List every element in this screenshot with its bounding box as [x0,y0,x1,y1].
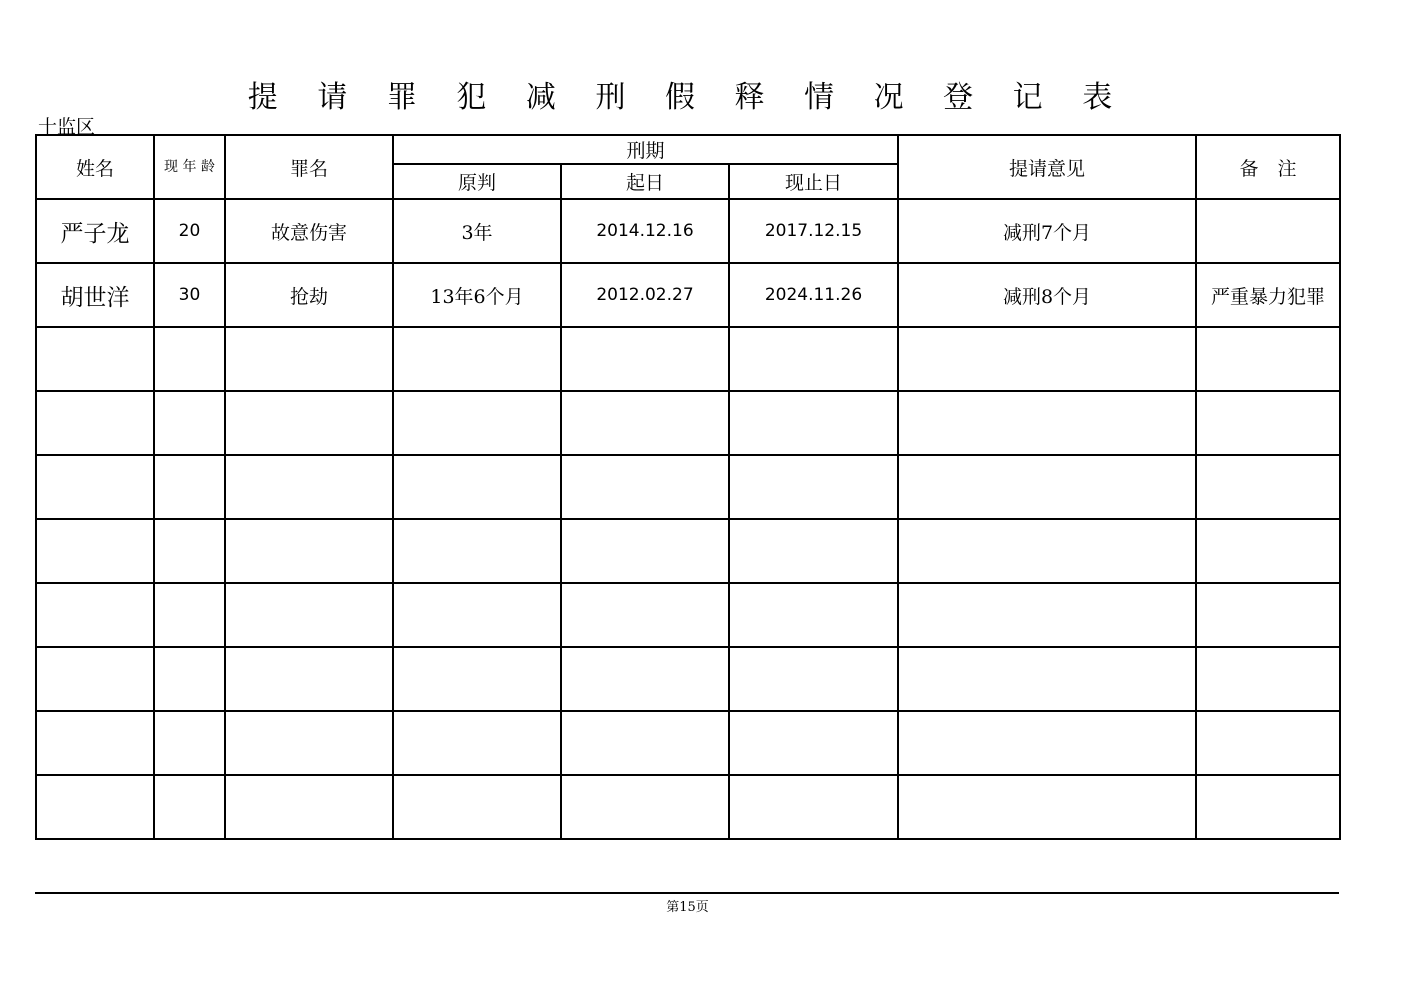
empty-row [36,583,1340,647]
header-start: 起日 [561,164,729,199]
cell-crime: 抢劫 [225,263,393,327]
page-number: 第15页 [666,900,709,915]
cell-original: 3年 [393,199,561,263]
table-row [36,199,1340,263]
header-opinion: 提请意见 [898,135,1196,199]
empty-row [36,327,1340,391]
table-row [36,263,1340,327]
cell-end: 2024.11.26 [729,263,898,327]
empty-row [36,519,1340,583]
cell-start: 2014.12.16 [561,199,729,263]
header-remark: 备 注 [1196,135,1340,199]
cell-name: 严子龙 [36,199,154,263]
header-name: 姓名 [36,135,154,199]
header-age: 现 年 龄 [154,135,225,199]
cell-end: 2017.12.15 [729,199,898,263]
cell-opinion: 减刑7个月 [898,199,1196,263]
cell-age: 30 [154,263,225,327]
cell-start: 2012.02.27 [561,263,729,327]
cell-original: 13年6个月 [393,263,561,327]
empty-row [36,775,1340,839]
cell-name: 胡世洋 [36,263,154,327]
footer-divider [35,892,1339,894]
header-row-1 [36,135,1340,164]
prison-area-label: 十监区 [38,116,96,138]
empty-row [36,391,1340,455]
header-term: 刑期 [393,135,898,164]
header-end: 现止日 [729,164,898,199]
empty-row [36,711,1340,775]
empty-row [36,647,1340,711]
form-title: 提 请 罪 犯 减 刑 假 释 情 况 登 记 表 [247,80,1128,115]
header-crime: 罪名 [225,135,393,199]
cell-remark [1196,199,1340,263]
cell-opinion: 减刑8个月 [898,263,1196,327]
cell-age: 20 [154,199,225,263]
cell-remark: 严重暴力犯罪 [1196,263,1340,327]
header-original: 原判 [393,164,561,199]
cell-crime: 故意伤害 [225,199,393,263]
registration-table [35,134,1341,840]
empty-row [36,455,1340,519]
